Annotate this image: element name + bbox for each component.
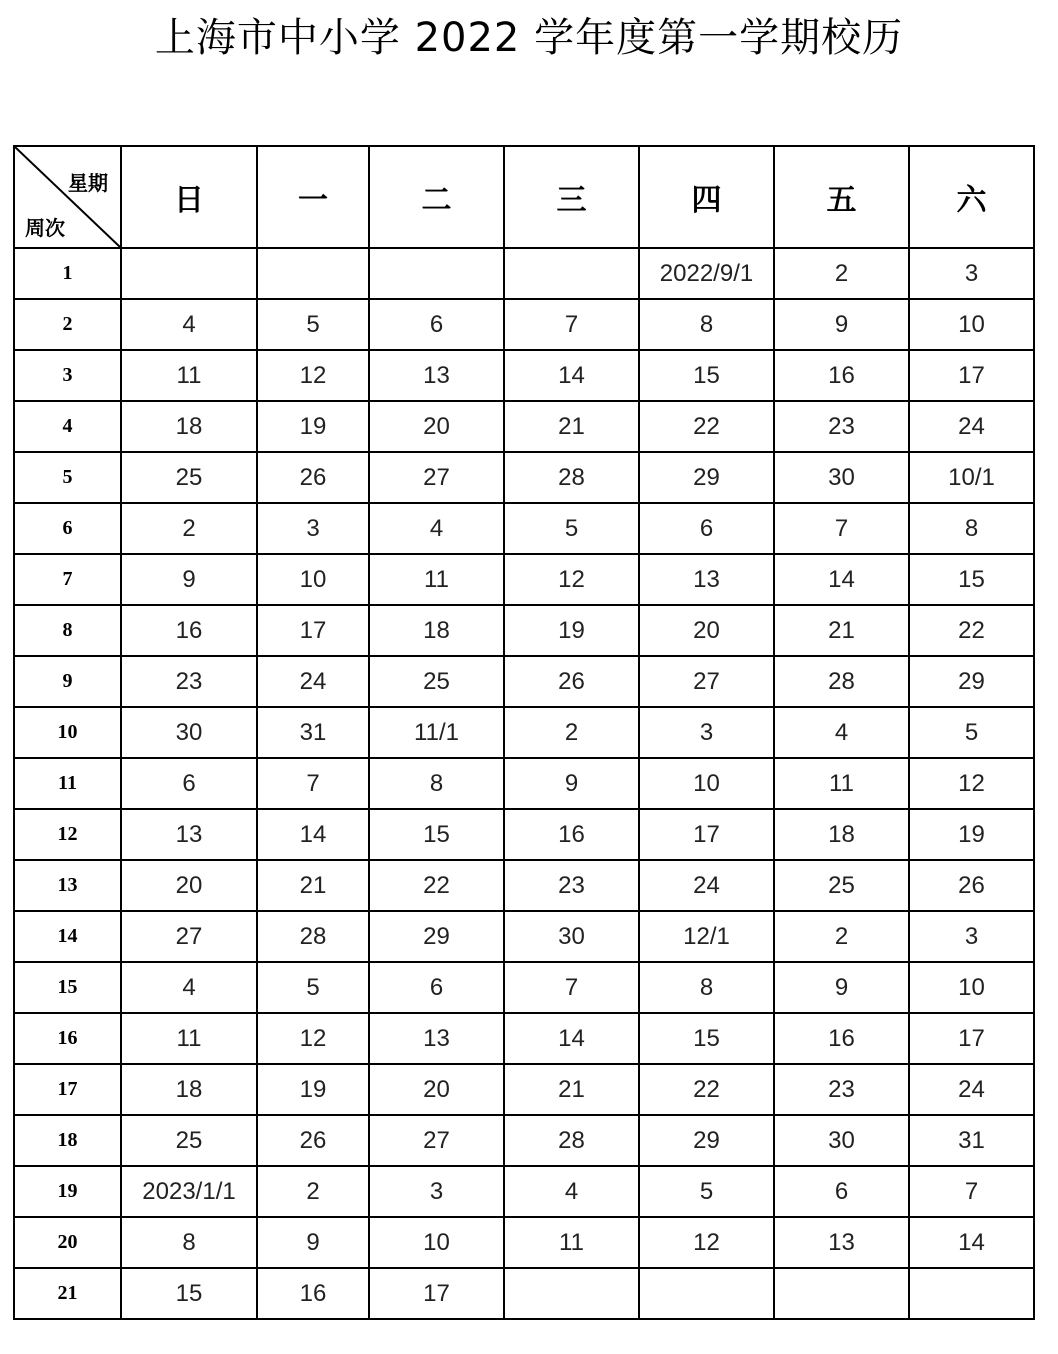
date-cell: 4	[504, 1166, 639, 1217]
date-cell: 5	[909, 707, 1034, 758]
date-cell: 18	[774, 809, 909, 860]
week-row	[14, 656, 1034, 707]
week-row	[14, 758, 1034, 809]
date-cell: 16	[504, 809, 639, 860]
date-cell: 11	[504, 1217, 639, 1268]
date-cell: 23	[121, 656, 257, 707]
week-row	[14, 452, 1034, 503]
week-number-cell: 4	[14, 401, 121, 452]
date-cell: 12	[639, 1217, 774, 1268]
date-cell	[121, 248, 257, 299]
date-cell: 13	[774, 1217, 909, 1268]
week-number-cell: 12	[14, 809, 121, 860]
date-cell: 12	[257, 350, 369, 401]
date-cell: 28	[504, 1115, 639, 1166]
date-cell: 24	[909, 401, 1034, 452]
date-cell	[369, 248, 504, 299]
day-header-wednesday: 三	[504, 146, 639, 248]
date-cell: 27	[639, 656, 774, 707]
date-cell: 28	[257, 911, 369, 962]
date-cell: 20	[369, 1064, 504, 1115]
date-cell: 16	[774, 350, 909, 401]
date-cell: 2	[774, 248, 909, 299]
date-cell: 3	[257, 503, 369, 554]
date-cell: 18	[121, 1064, 257, 1115]
date-cell: 6	[774, 1166, 909, 1217]
date-cell: 20	[639, 605, 774, 656]
date-cell: 19	[504, 605, 639, 656]
date-cell: 21	[504, 401, 639, 452]
date-cell: 22	[909, 605, 1034, 656]
date-cell: 30	[121, 707, 257, 758]
date-cell: 4	[121, 962, 257, 1013]
week-row	[14, 1013, 1034, 1064]
date-cell: 30	[774, 452, 909, 503]
date-cell: 28	[504, 452, 639, 503]
date-cell: 14	[774, 554, 909, 605]
date-cell: 17	[369, 1268, 504, 1319]
date-cell: 9	[774, 299, 909, 350]
week-number-cell: 11	[14, 758, 121, 809]
week-number-cell: 13	[14, 860, 121, 911]
week-number-cell: 17	[14, 1064, 121, 1115]
date-cell: 25	[121, 452, 257, 503]
date-cell: 5	[504, 503, 639, 554]
week-row	[14, 707, 1034, 758]
date-cell: 25	[369, 656, 504, 707]
week-number-cell: 21	[14, 1268, 121, 1319]
date-cell: 3	[909, 248, 1034, 299]
date-cell: 12/1	[639, 911, 774, 962]
date-cell: 10	[909, 299, 1034, 350]
date-cell: 6	[369, 962, 504, 1013]
date-cell: 9	[257, 1217, 369, 1268]
date-cell: 15	[639, 350, 774, 401]
date-cell	[504, 1268, 639, 1319]
date-cell: 6	[121, 758, 257, 809]
page-title: 上海市中小学 2022 学年度第一学期校历	[154, 15, 904, 61]
date-cell: 15	[909, 554, 1034, 605]
week-row	[14, 1217, 1034, 1268]
date-cell: 12	[504, 554, 639, 605]
date-cell: 24	[909, 1064, 1034, 1115]
date-cell: 14	[909, 1217, 1034, 1268]
date-cell: 24	[639, 860, 774, 911]
date-cell: 15	[369, 809, 504, 860]
date-cell: 2	[121, 503, 257, 554]
week-row	[14, 1268, 1034, 1319]
date-cell: 17	[639, 809, 774, 860]
date-cell: 22	[369, 860, 504, 911]
date-cell: 11	[369, 554, 504, 605]
date-cell: 11	[121, 350, 257, 401]
date-cell: 8	[369, 758, 504, 809]
week-number-cell: 1	[14, 248, 121, 299]
date-cell: 7	[504, 962, 639, 1013]
week-number-cell: 16	[14, 1013, 121, 1064]
week-number-cell: 15	[14, 962, 121, 1013]
week-row	[14, 248, 1034, 299]
week-number-cell: 10	[14, 707, 121, 758]
week-number-cell: 9	[14, 656, 121, 707]
date-cell: 18	[369, 605, 504, 656]
date-cell: 3	[909, 911, 1034, 962]
date-cell: 21	[257, 860, 369, 911]
date-cell: 5	[257, 962, 369, 1013]
date-cell: 31	[909, 1115, 1034, 1166]
date-cell: 3	[369, 1166, 504, 1217]
date-cell: 8	[909, 503, 1034, 554]
week-number-cell: 5	[14, 452, 121, 503]
week-row	[14, 911, 1034, 962]
week-row	[14, 1064, 1034, 1115]
date-cell: 23	[774, 401, 909, 452]
date-cell: 22	[639, 401, 774, 452]
date-cell: 11	[121, 1013, 257, 1064]
date-cell: 5	[639, 1166, 774, 1217]
week-row	[14, 554, 1034, 605]
day-header-monday: 一	[257, 146, 369, 248]
week-number-cell: 8	[14, 605, 121, 656]
week-number-cell: 3	[14, 350, 121, 401]
date-cell: 29	[639, 452, 774, 503]
date-cell: 29	[369, 911, 504, 962]
date-cell: 12	[909, 758, 1034, 809]
date-cell: 2	[774, 911, 909, 962]
week-number-cell: 19	[14, 1166, 121, 1217]
date-cell: 20	[369, 401, 504, 452]
date-cell: 13	[639, 554, 774, 605]
date-cell: 10	[369, 1217, 504, 1268]
date-cell: 14	[257, 809, 369, 860]
date-cell: 9	[774, 962, 909, 1013]
day-header-thursday: 四	[639, 146, 774, 248]
date-cell: 7	[257, 758, 369, 809]
date-cell: 22	[639, 1064, 774, 1115]
calendar-table	[13, 145, 1035, 1320]
date-cell: 15	[121, 1268, 257, 1319]
date-cell: 11/1	[369, 707, 504, 758]
date-cell: 16	[257, 1268, 369, 1319]
date-cell: 13	[121, 809, 257, 860]
date-cell: 4	[369, 503, 504, 554]
date-cell: 8	[639, 962, 774, 1013]
date-cell: 28	[774, 656, 909, 707]
date-cell: 26	[257, 452, 369, 503]
date-cell: 13	[369, 350, 504, 401]
date-cell: 11	[774, 758, 909, 809]
date-cell	[774, 1268, 909, 1319]
date-cell: 19	[257, 1064, 369, 1115]
date-cell: 10	[639, 758, 774, 809]
day-header-saturday: 六	[909, 146, 1034, 248]
date-cell: 17	[257, 605, 369, 656]
day-header-sunday: 日	[121, 146, 257, 248]
date-cell: 10	[257, 554, 369, 605]
header-row	[14, 146, 1034, 248]
date-cell	[257, 248, 369, 299]
date-cell: 26	[504, 656, 639, 707]
date-cell: 29	[909, 656, 1034, 707]
corner-header-cell	[14, 146, 121, 248]
date-cell	[504, 248, 639, 299]
week-row	[14, 962, 1034, 1013]
date-cell: 12	[257, 1013, 369, 1064]
date-cell: 10/1	[909, 452, 1034, 503]
date-cell: 9	[504, 758, 639, 809]
week-row	[14, 401, 1034, 452]
date-cell: 2022/9/1	[639, 248, 774, 299]
date-cell: 24	[257, 656, 369, 707]
date-cell: 4	[774, 707, 909, 758]
week-number-cell: 18	[14, 1115, 121, 1166]
date-cell: 26	[909, 860, 1034, 911]
week-row	[14, 299, 1034, 350]
week-number-cell: 14	[14, 911, 121, 962]
date-cell: 4	[121, 299, 257, 350]
date-cell: 14	[504, 350, 639, 401]
date-cell: 15	[639, 1013, 774, 1064]
date-cell: 7	[774, 503, 909, 554]
calendar-body	[14, 248, 1034, 1319]
day-header-friday: 五	[774, 146, 909, 248]
week-row	[14, 1115, 1034, 1166]
day-header-tuesday: 二	[369, 146, 504, 248]
date-cell: 23	[774, 1064, 909, 1115]
date-cell: 9	[121, 554, 257, 605]
week-number-cell: 6	[14, 503, 121, 554]
date-cell: 7	[504, 299, 639, 350]
date-cell: 3	[639, 707, 774, 758]
week-row	[14, 605, 1034, 656]
date-cell: 6	[639, 503, 774, 554]
date-cell: 25	[121, 1115, 257, 1166]
date-cell: 27	[369, 452, 504, 503]
date-cell: 25	[774, 860, 909, 911]
date-cell: 14	[504, 1013, 639, 1064]
date-cell: 2	[504, 707, 639, 758]
week-row	[14, 1166, 1034, 1217]
week-number-cell: 20	[14, 1217, 121, 1268]
date-cell: 17	[909, 350, 1034, 401]
date-cell: 8	[639, 299, 774, 350]
date-cell	[909, 1268, 1034, 1319]
date-cell: 18	[121, 401, 257, 452]
week-number-cell: 2	[14, 299, 121, 350]
date-cell: 30	[774, 1115, 909, 1166]
date-cell: 16	[121, 605, 257, 656]
date-cell: 5	[257, 299, 369, 350]
date-cell: 8	[121, 1217, 257, 1268]
week-row	[14, 860, 1034, 911]
date-cell: 2023/1/1	[121, 1166, 257, 1217]
date-cell: 30	[504, 911, 639, 962]
date-cell: 26	[257, 1115, 369, 1166]
date-cell: 19	[909, 809, 1034, 860]
week-row	[14, 809, 1034, 860]
date-cell: 20	[121, 860, 257, 911]
date-cell: 29	[639, 1115, 774, 1166]
date-cell: 27	[121, 911, 257, 962]
date-cell: 21	[504, 1064, 639, 1115]
date-cell: 16	[774, 1013, 909, 1064]
date-cell: 31	[257, 707, 369, 758]
date-cell: 13	[369, 1013, 504, 1064]
week-number-cell: 7	[14, 554, 121, 605]
date-cell	[639, 1268, 774, 1319]
week-row	[14, 350, 1034, 401]
date-cell: 7	[909, 1166, 1034, 1217]
week-row	[14, 503, 1034, 554]
date-cell: 19	[257, 401, 369, 452]
date-cell: 27	[369, 1115, 504, 1166]
date-cell: 6	[369, 299, 504, 350]
date-cell: 10	[909, 962, 1034, 1013]
date-cell: 17	[909, 1013, 1034, 1064]
date-cell: 23	[504, 860, 639, 911]
corner-weekday-label: 星期	[68, 171, 108, 195]
date-cell: 21	[774, 605, 909, 656]
corner-week-label: 周次	[25, 216, 65, 240]
date-cell: 2	[257, 1166, 369, 1217]
